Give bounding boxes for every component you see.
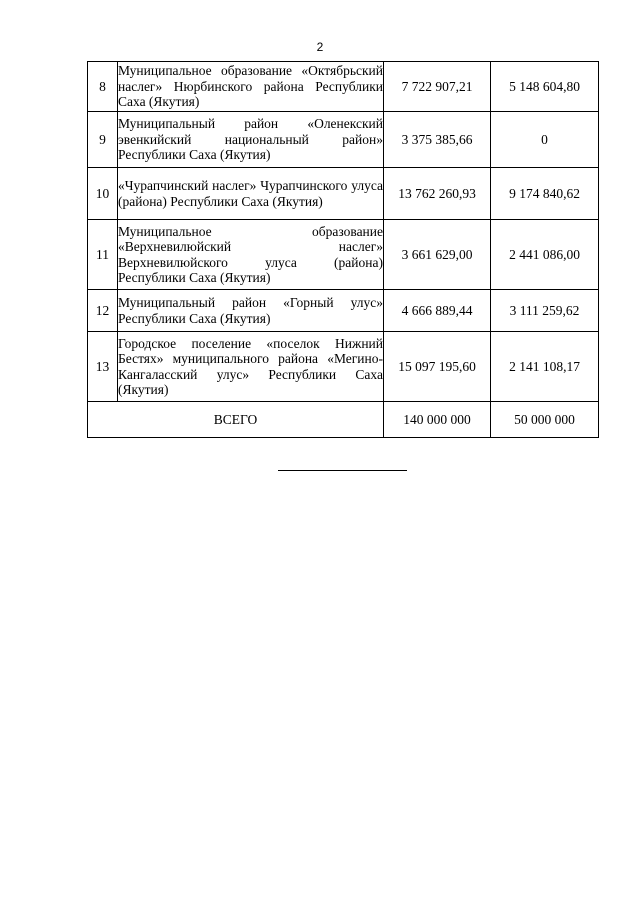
row-number: 11	[88, 220, 118, 290]
amount-column-1: 15 097 195,60	[384, 332, 491, 402]
row-number: 9	[88, 112, 118, 168]
page-number: 2	[316, 40, 324, 54]
amount-column-2: 2 441 086,00	[491, 220, 599, 290]
amount-column-2: 5 148 604,80	[491, 62, 599, 112]
amount-column-1: 4 666 889,44	[384, 290, 491, 332]
total-amount-column-1: 140 000 000	[384, 402, 491, 438]
municipality-name: Муниципальное образование «Верхневилюйский наслег» Верхневилюйского улуса (района) Республики Саха (Якутия)	[118, 220, 384, 290]
amount-column-1: 3 661 629,00	[384, 220, 491, 290]
end-of-document-rule	[278, 470, 407, 471]
amount-column-2: 2 141 108,17	[491, 332, 599, 402]
municipality-name: «Чурапчинский наслег» Чурапчинского улуса (района) Республики Саха (Якутия)	[118, 168, 384, 220]
table-row	[88, 332, 599, 402]
row-number: 10	[88, 168, 118, 220]
total-row	[88, 402, 599, 438]
table-row	[88, 112, 599, 168]
row-number: 8	[88, 62, 118, 112]
municipality-name: Муниципальное образование «Октябрьский наслег» Нюрбинского района Республики Саха (Якутия)	[118, 62, 384, 112]
municipality-name: Муниципальный район «Горный улус» Республики Саха (Якутия)	[118, 290, 384, 332]
municipality-name: Городское поселение «поселок Нижний Бестях» муниципального района «Мегино-Кангаласский улус» Республики Саха (Якутия)	[118, 332, 384, 402]
amount-column-1: 13 762 260,93	[384, 168, 491, 220]
amount-column-1: 7 722 907,21	[384, 62, 491, 112]
table-row	[88, 220, 599, 290]
total-amount-column-2: 50 000 000	[491, 402, 599, 438]
amount-column-2: 9 174 840,62	[491, 168, 599, 220]
row-number: 13	[88, 332, 118, 402]
table-row	[88, 62, 599, 112]
amount-column-2: 0	[491, 112, 599, 168]
amount-column-2: 3 111 259,62	[491, 290, 599, 332]
table-row	[88, 290, 599, 332]
allocation-table	[87, 61, 599, 438]
total-label: ВСЕГО	[88, 402, 384, 438]
municipality-name: Муниципальный район «Оленекский эвенкийский национальный район» Республики Саха (Якутия)	[118, 112, 384, 168]
amount-column-1: 3 375 385,66	[384, 112, 491, 168]
row-number: 12	[88, 290, 118, 332]
table-row	[88, 168, 599, 220]
